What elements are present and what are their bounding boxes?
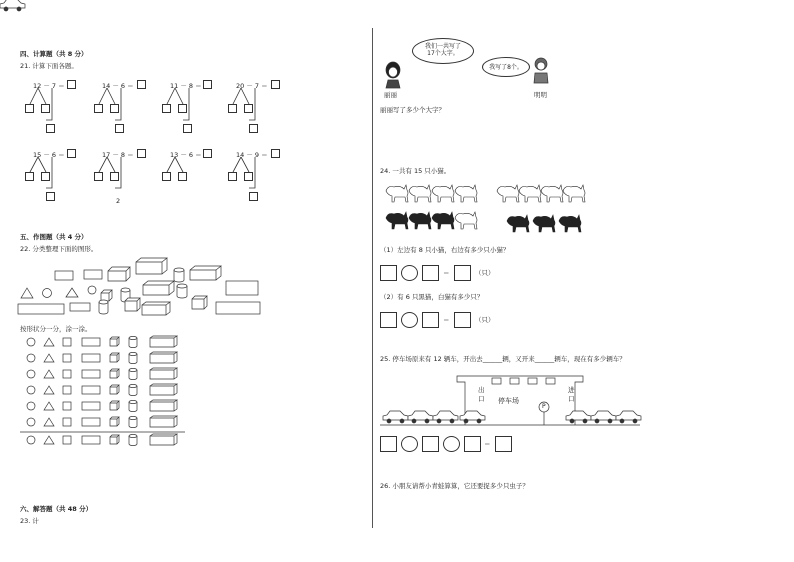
operator-circle[interactable] (401, 436, 418, 452)
calc-1-3: 11 － 8 ＝ (170, 82, 202, 90)
name-lili: 丽丽 (384, 91, 397, 99)
calc-1-1: 12 － 7 ＝ (33, 82, 65, 90)
bubble-lili: 我们一共写了17个大字。 (412, 38, 474, 64)
answer-box[interactable] (464, 436, 481, 452)
answer-box[interactable] (422, 436, 439, 452)
answer-box[interactable] (495, 436, 512, 452)
answer-box[interactable] (380, 436, 397, 452)
bubble-mingming: 我写了8个。 (482, 57, 530, 77)
parking-label: 停车场 (498, 397, 519, 405)
section5-title: 五、作图题（共 4 分） (20, 233, 88, 241)
calc-2-4: 14 － 9 ＝ (236, 151, 268, 159)
classify-text: 按形状分一分，涂一涂。 (20, 325, 92, 333)
parking-sign: P (542, 403, 546, 410)
equals-sign: ＝ (443, 269, 450, 277)
q22-text: 22. 分类整理下面的图形。 (20, 245, 98, 253)
entrance-label: 进口 (568, 386, 575, 403)
operator-circle[interactable] (443, 436, 460, 452)
calc-2-2: 17 － 8 ＝ (102, 151, 134, 159)
unit-label: （只） (475, 269, 495, 277)
name-mingming: 明明 (534, 91, 547, 99)
calc-2-1: 15 － 6 ＝ (33, 151, 65, 159)
q24-text: 24. 一共有 15 只小猫。 (380, 167, 451, 175)
section4-title: 四、计算题（共 8 分） (20, 50, 88, 58)
calc-1-2: 14 － 6 ＝ (102, 82, 134, 90)
unit-label: （只） (475, 316, 495, 324)
equals-sign: ＝ (484, 440, 491, 448)
q24-sub2: （2）有 6 只黑猫，白猫有多少只？ (380, 293, 484, 301)
q24-sub1: （1）左边有 8 只小猫，右边有多少只小猫？ (380, 246, 510, 254)
calc-hint: 2 (116, 197, 121, 205)
calc-1-4: 20 － 7 ＝ (236, 82, 268, 90)
q21-text: 21. 计算下面各题。 (20, 62, 78, 70)
equals-sign: ＝ (443, 316, 450, 324)
exit-label: 出口 (478, 386, 485, 403)
q23-text: 23. 计 (20, 517, 39, 525)
q23-question: 丽丽写了多少个大字？ (380, 106, 445, 114)
q26-text: 26. 小朋友请帮小青蛙算算，它还要捉多少只虫子？ (380, 482, 529, 490)
section6-title: 六、解答题（共 48 分） (20, 505, 93, 513)
q25-text: 25. 停车场原来有 12 辆车，开出去______辆，又开来______辆车，现在有多少辆车？ (380, 355, 626, 363)
calc-2-3: 13 － 6 ＝ (170, 151, 202, 159)
